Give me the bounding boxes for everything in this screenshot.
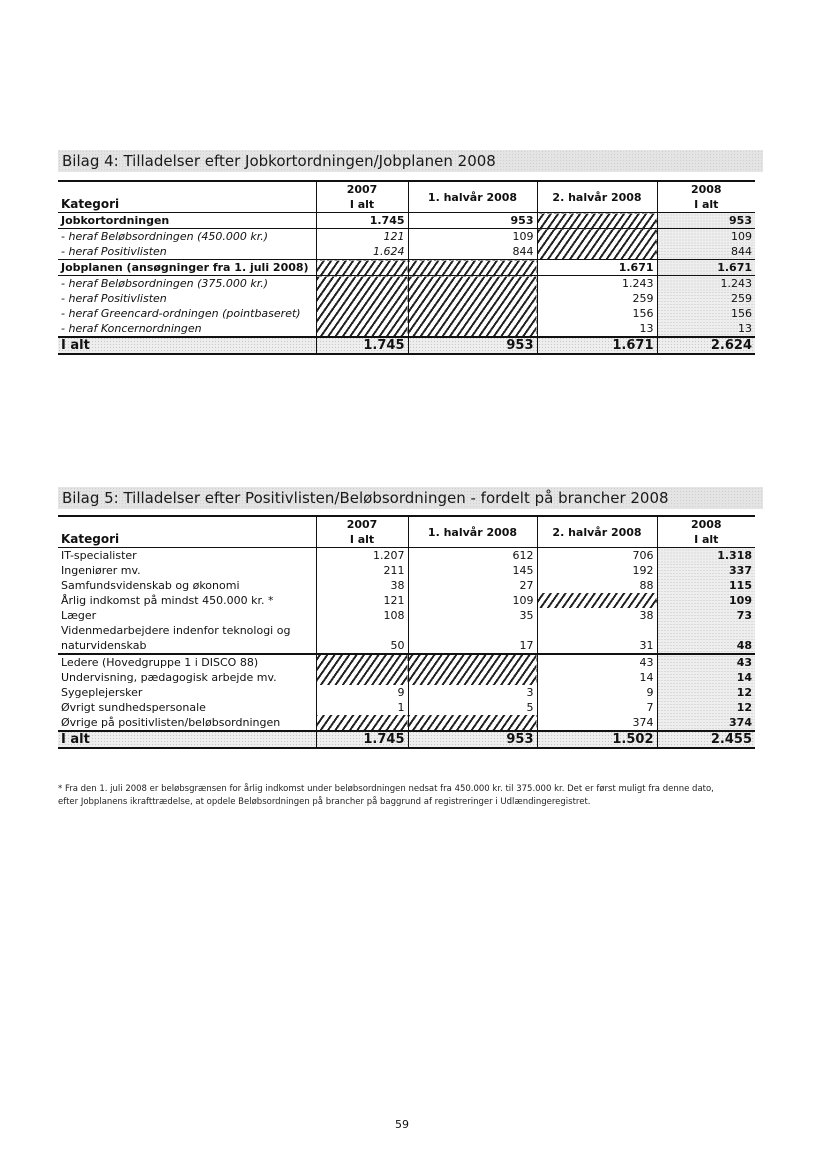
table-row: Ingeniører mv. 211 145 192 337	[58, 563, 755, 578]
bilag5-header-row	[58, 516, 755, 532]
bilag4-title: Bilag 4: Tilladelser efter Jobkortordningen/Jobplanen 2008	[58, 150, 763, 172]
header-2007: 2007	[316, 181, 408, 197]
total-row: I alt 1.745 953 1.671 2.624	[58, 337, 755, 354]
table-row: Videnmedarbejdere indenfor teknologi og	[58, 623, 755, 638]
hatched-cell	[408, 715, 537, 731]
table-row: Sygeplejersker 9 3 9 12	[58, 685, 755, 700]
table-row: Samfundsvidenskab og økonomi 38 27 88 115	[58, 578, 755, 593]
header-h2-2008: 2. halvår 2008	[537, 181, 657, 213]
hatched-cell	[316, 276, 408, 338]
header-h1-2008: 1. halvår 2008	[408, 516, 537, 548]
header-2008: 2008	[657, 516, 755, 532]
table-row: Læger 108 35 38 73	[58, 608, 755, 623]
header-2008: 2008	[657, 181, 755, 197]
header-kategori: Kategori	[61, 532, 120, 546]
table-row: - heraf Positivlisten 1.624 844 844	[58, 244, 755, 260]
bilag4-header-row	[58, 181, 755, 197]
hatched-cell	[408, 276, 537, 338]
page-number: 59	[395, 1118, 409, 1131]
table-row: - heraf Greencard-ordningen (pointbaseret) 156 156	[58, 306, 755, 321]
table-row: IT-specialister 1.207 612 706 1.318	[58, 548, 755, 564]
header-2007-ialt: I alt	[316, 197, 408, 213]
table-row: Øvrigt sundhedspersonale 1 5 7 12	[58, 700, 755, 715]
bilag5-title: Bilag 5: Tilladelser efter Positivlisten/Beløbsordningen - fordelt på brancher 2008	[58, 487, 763, 509]
header-2007: 2007	[316, 516, 408, 532]
header-2008-ialt: I alt	[657, 532, 755, 548]
hatched-cell	[316, 260, 408, 276]
hatched-cell	[408, 654, 537, 685]
hatched-cell	[316, 715, 408, 731]
header-2008-ialt: I alt	[657, 197, 755, 213]
total-row: I alt 1.745 953 1.502 2.455	[58, 731, 755, 748]
hatched-cell	[537, 229, 657, 260]
table-row: - heraf Beløbsordningen (450.000 kr.) 121 109 109	[58, 229, 755, 245]
header-kategori: Kategori	[61, 197, 120, 211]
hatched-cell	[537, 593, 657, 608]
header-h1-2008: 1. halvår 2008	[408, 181, 537, 213]
bilag4-table	[58, 180, 755, 355]
table-row: Årlig indkomst på mindst 450.000 kr. * 121 109 109	[58, 593, 755, 608]
hatched-cell	[408, 260, 537, 276]
hatched-cell	[537, 213, 657, 229]
hatched-cell	[316, 654, 408, 685]
table-row: Ledere (Hovedgruppe 1 i DISCO 88) 43 43	[58, 654, 755, 670]
footnote: * Fra den 1. juli 2008 er beløbsgrænsen for årlig indkomst under beløbsordningen nedsat fra 450.000 kr. til 375.000 kr. Det er først muligt fra denne dato, efter Jobplanens ikrafttrædelse, at opdele Beløbsordningen på brancher på baggrund af registreringer i Udlændingeregistret.	[58, 784, 714, 807]
table-row: - heraf Beløbsordningen (375.000 kr.) 1.243 1.243	[58, 276, 755, 292]
bilag5-table	[58, 515, 755, 749]
table-row: Øvrige på positivlisten/beløbsordningen 374 374	[58, 715, 755, 731]
header-h2-2008: 2. halvår 2008	[537, 516, 657, 548]
table-row: - heraf Positivlisten 259 259	[58, 291, 755, 306]
table-row: Jobplanen (ansøgninger fra 1. juli 2008) 1.671 1.671	[58, 260, 755, 276]
table-row: Jobkortordningen 1.745 953 953	[58, 213, 755, 229]
header-2007-ialt: I alt	[316, 532, 408, 548]
table-row: Undervisning, pædagogisk arbejde mv. 14 14	[58, 670, 755, 685]
table-row: naturvidenskab 50 17 31 48	[58, 638, 755, 654]
table-row: - heraf Koncernordningen 13 13	[58, 321, 755, 337]
